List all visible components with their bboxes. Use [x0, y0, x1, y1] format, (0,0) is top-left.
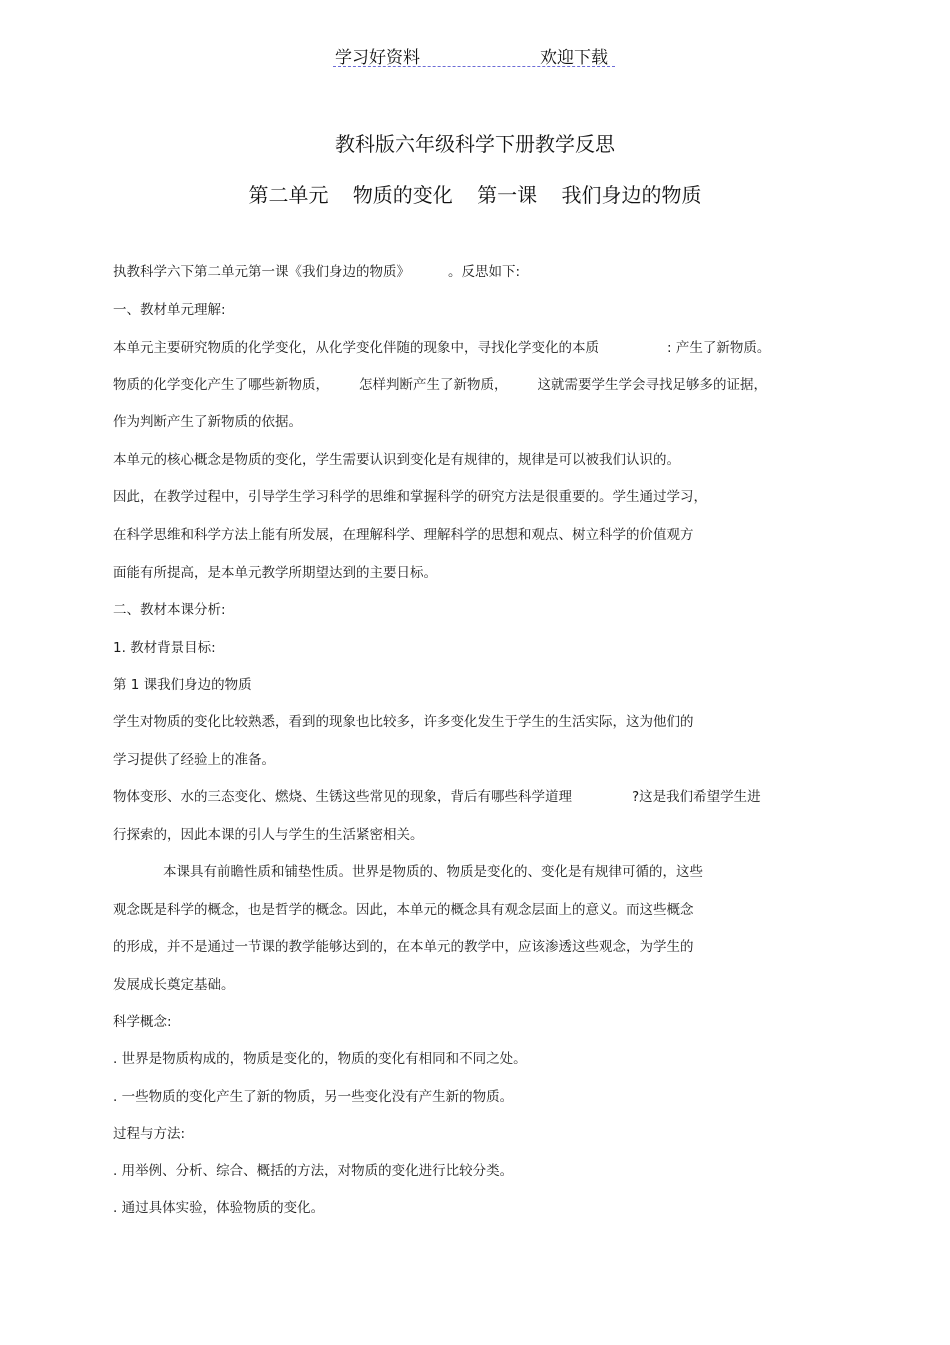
body-line: 观念既是科学的概念，也是哲学的概念。因此，本单元的概念具有观念层面上的意义。而这些概念	[113, 902, 694, 918]
body-line: 在科学思维和科学方法上能有所发展，在理解科学、理解科学的思想和观点、树立科学的价值观方	[113, 527, 694, 543]
subsection-heading: 1. 教材背景目标:	[113, 640, 216, 656]
subtitle-lesson: 第一课	[477, 183, 538, 207]
subtitle-topic: 物质的变化	[352, 183, 453, 207]
section-heading: 二、教材本课分析:	[113, 602, 226, 618]
section-heading: 一、教材单元理解:	[113, 302, 226, 318]
text-segment: 怎样判断产生了新物质，	[359, 377, 508, 393]
subtitle-name: 我们身边的物质	[561, 183, 702, 207]
text-segment: : 产生了新物质。	[667, 340, 771, 356]
subtitle-unit: 第二单元	[248, 183, 329, 207]
body-line: 本课具有前瞻性质和铺垫性质。世界是物质的、物质是变化的、变化是有规律可循的，这些	[163, 864, 703, 880]
body-line: 本单元的核心概念是物质的变化，学生需要认识到变化是有规律的，规律是可以被我们认识的。	[113, 452, 680, 468]
list-item: . 一些物质的变化产生了新的物质，另一些变化没有产生新的物质。	[113, 1089, 514, 1105]
body-line: 行探索的，因此本课的引人与学生的生活紧密相关。	[113, 827, 424, 843]
body-line: 作为判断产生了新物质的依据。	[113, 414, 302, 430]
body-line: 第 1 课我们身边的物质	[113, 677, 252, 693]
body-line	[113, 339, 770, 357]
body-line	[113, 788, 761, 806]
text-segment: 物体变形、水的三态变化、燃烧、生锈这些常见的现象，背后有哪些科学道理	[113, 789, 572, 805]
text-segment: ?这是我们希望学生进	[632, 789, 761, 805]
section-heading: 科学概念:	[113, 1014, 172, 1030]
body-line	[113, 376, 767, 394]
list-item: . 世界是物质构成的，物质是变化的，物质的变化有相同和不同之处。	[113, 1051, 527, 1067]
body-line: 学习提供了经验上的准备。	[113, 752, 275, 768]
body-line: 发展成长奠定基础。	[113, 977, 235, 993]
page-header	[333, 40, 615, 67]
document-subtitle	[0, 179, 950, 208]
body-line: 因此，在教学过程中，引导学生学习科学的思维和掌握科学的研究方法是很重要的。学生通过学习，	[113, 489, 707, 505]
body-line	[113, 263, 520, 281]
header-right-text: 欢迎下载	[540, 48, 608, 68]
text-segment: 这就需要学生学会寻找足够多的证据，	[537, 377, 767, 393]
list-item: . 通过具体实验，体验物质的变化。	[113, 1200, 325, 1216]
list-item: . 用举例、分析、综合、概括的方法，对物质的变化进行比较分类。	[113, 1163, 514, 1179]
body-line: 面能有所提高，是本单元教学所期望达到的主要日标。	[113, 565, 437, 581]
body-line: 的形成，并不是通过一节课的教学能够达到的，在本单元的教学中，应该渗透这些观念，为学生的	[113, 939, 694, 955]
text-segment: 物质的化学变化产生了哪些新物质，	[113, 377, 329, 393]
header-left-text: 学习好资料	[335, 48, 420, 68]
text-segment: 执教科学六下第二单元第一课《我们身边的物质》	[113, 264, 410, 280]
section-heading: 过程与方法:	[113, 1126, 186, 1142]
text-segment: 本单元主要研究物质的化学变化，从化学变化伴随的现象中，寻找化学变化的本质	[113, 340, 599, 356]
body-line: 学生对物质的变化比较熟悉，看到的现象也比较多，许多变化发生于学生的生活实际，这为他们的	[113, 714, 694, 730]
text-segment: 。反思如下:	[448, 264, 521, 280]
document-title: 教科版六年级科学下册教学反思	[335, 132, 615, 156]
